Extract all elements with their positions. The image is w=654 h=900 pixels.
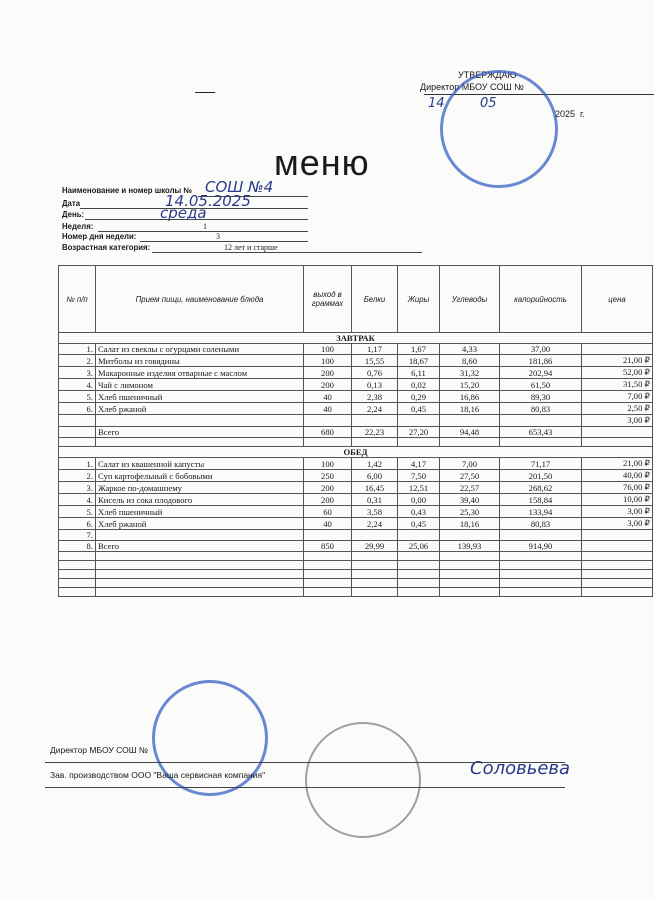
dish-price: [582, 344, 653, 355]
dish-protein: 3,58: [352, 506, 398, 518]
dish-carbs: 22,57: [440, 482, 500, 494]
dish-kcal: 202,94: [500, 367, 582, 379]
breakfast-total-kcal: 653,43: [500, 427, 582, 438]
dish-protein: 6,00: [352, 470, 398, 482]
dish-price: 40,00 ₽: [582, 470, 653, 482]
dish-name: Макаронные изделия отварные с маслом: [96, 367, 304, 379]
dish-protein: 2,24: [352, 403, 398, 415]
header-kcal: калорийность: [500, 266, 582, 333]
empty-cell: [440, 570, 500, 579]
header-weight: выход в граммах: [304, 266, 352, 333]
row-num: 4.: [59, 494, 96, 506]
approval-year: 2025: [555, 109, 576, 119]
approval-g: г.: [580, 109, 585, 119]
lunch-body: [59, 458, 653, 541]
daynum-label: Номер дня недели:: [62, 232, 137, 241]
row-num: 5.: [59, 391, 96, 403]
dish-carbs: 25,30: [440, 506, 500, 518]
header-fat: Жиры: [398, 266, 440, 333]
dish-kcal: 181,86: [500, 355, 582, 367]
date-line: [62, 199, 80, 208]
breakfast-total-label: Всего: [96, 427, 304, 438]
breakfast-total-row: [59, 427, 653, 438]
dish-kcal: 268,62: [500, 482, 582, 494]
dish-fat: 0,45: [398, 518, 440, 530]
empty-cell: [500, 588, 582, 597]
lunch-total-fat: 25,06: [398, 541, 440, 552]
table-row: [59, 494, 653, 506]
age-value: 12 лет и старше: [224, 243, 278, 252]
dish-protein: [352, 530, 398, 541]
empty-cell: [304, 588, 352, 597]
empty-row: [59, 561, 653, 570]
table-row: [59, 438, 653, 447]
dish-weight: 200: [304, 482, 352, 494]
empty-cell: [500, 579, 582, 588]
empty-cell: [352, 570, 398, 579]
section-row: [59, 447, 653, 458]
dish-name: Салат из свеклы с огурцами солеными: [96, 344, 304, 355]
dish-fat: 4,17: [398, 458, 440, 470]
table-row: [59, 518, 653, 530]
empty-row: [59, 552, 653, 561]
dish-weight: 40: [304, 391, 352, 403]
row-num: 6.: [59, 518, 96, 530]
empty-row: [59, 570, 653, 579]
dish-weight: 100: [304, 458, 352, 470]
dish-name: Жаркое по-домашнему: [96, 482, 304, 494]
dish-name: Хлеб ржаной: [96, 403, 304, 415]
dish-kcal: 80,83: [500, 403, 582, 415]
row-num: 2.: [59, 355, 96, 367]
row-num: 3.: [59, 482, 96, 494]
empty-cell: [304, 579, 352, 588]
table-row: [59, 530, 653, 541]
breakfast-extra-price: 3,00 ₽: [582, 415, 653, 427]
dish-name: Салат из квашенной капусты: [96, 458, 304, 470]
empty-cell: [398, 561, 440, 570]
dish-protein: 2,38: [352, 391, 398, 403]
row-num: 6.: [59, 403, 96, 415]
dish-fat: 6,11: [398, 367, 440, 379]
dish-kcal: 80,83: [500, 518, 582, 530]
empty-cell: [398, 570, 440, 579]
table-header-row: [59, 266, 653, 333]
empty-cell: [96, 561, 304, 570]
day-line: [62, 210, 84, 219]
empty-cell: [59, 552, 96, 561]
dish-fat: 7,50: [398, 470, 440, 482]
empty-cell: [398, 588, 440, 597]
table-row: [59, 367, 653, 379]
empty-cell: [59, 561, 96, 570]
dish-kcal: [500, 530, 582, 541]
approval-day: 14: [428, 96, 445, 111]
dish-protein: 1,42: [352, 458, 398, 470]
empty-cell: [96, 552, 304, 561]
dish-carbs: [440, 530, 500, 541]
dish-price: 31,50 ₽: [582, 379, 653, 391]
daynum-value: 3: [216, 232, 220, 241]
row-num: 5.: [59, 506, 96, 518]
empty-cell: [352, 579, 398, 588]
header-num: № п/п: [59, 266, 96, 333]
dish-name: Суп картофельный с бобовыми: [96, 470, 304, 482]
table-row: [59, 355, 653, 367]
lunch-total-carbs: 139,93: [440, 541, 500, 552]
empty-cell: [582, 579, 653, 588]
lunch-total-kcal: 914,90: [500, 541, 582, 552]
dish-weight: [304, 530, 352, 541]
week-value: 1: [203, 222, 207, 231]
empty-cell: [96, 579, 304, 588]
approval-title: УТВЕРЖДАЮ: [458, 70, 517, 80]
dish-protein: 0,13: [352, 379, 398, 391]
table-row: [59, 344, 653, 355]
table-row: [59, 391, 653, 403]
company-stamp: [305, 722, 421, 838]
dish-weight: 200: [304, 494, 352, 506]
dish-carbs: 4,33: [440, 344, 500, 355]
dish-protein: 0,31: [352, 494, 398, 506]
dish-name: Хлеб ржаной: [96, 518, 304, 530]
dish-kcal: 201,50: [500, 470, 582, 482]
empty-cell: [304, 561, 352, 570]
header-price: цена: [582, 266, 653, 333]
week-line: [62, 222, 93, 231]
empty-cell: [582, 570, 653, 579]
empty-cell: [440, 588, 500, 597]
empty-cell: [304, 552, 352, 561]
dish-kcal: 71,17: [500, 458, 582, 470]
dish-name: Хлеб пшеничный: [96, 391, 304, 403]
dish-protein: 1,17: [352, 344, 398, 355]
age-line: [62, 243, 150, 252]
age-label: Возрастная категория:: [62, 243, 151, 252]
dish-weight: 40: [304, 403, 352, 415]
breakfast-total-fat: 27,20: [398, 427, 440, 438]
production-signature-line: [45, 787, 565, 788]
dish-fat: 0,02: [398, 379, 440, 391]
dish-fat: [398, 530, 440, 541]
lunch-total-num: 8.: [59, 541, 96, 552]
school-label: Наименование и номер школы №: [62, 186, 193, 195]
dish-fat: 0,43: [398, 506, 440, 518]
header-protein: Белки: [352, 266, 398, 333]
director-signature-label: Директор МБОУ СОШ №: [50, 745, 148, 755]
dish-price: 2,50 ₽: [582, 403, 653, 415]
row-num: 3.: [59, 367, 96, 379]
lunch-total-weight: 850: [304, 541, 352, 552]
school-value: СОШ №4: [205, 178, 274, 196]
dish-price: 10,00 ₽: [582, 494, 653, 506]
empty-row: [59, 588, 653, 597]
day-label: День:: [62, 210, 85, 219]
dish-kcal: 89,30: [500, 391, 582, 403]
empty-cell: [500, 561, 582, 570]
lunch-total-row: [59, 541, 653, 552]
empty-cell: [59, 570, 96, 579]
dish-carbs: 18,16: [440, 403, 500, 415]
date-value: 14.05.2025: [165, 192, 251, 210]
dish-carbs: 18,16: [440, 518, 500, 530]
age-underline: [152, 252, 422, 253]
row-num: 4.: [59, 379, 96, 391]
dish-price: 3,00 ₽: [582, 506, 653, 518]
table-row: [59, 482, 653, 494]
day-value: среда: [160, 204, 207, 222]
dish-carbs: 7,00: [440, 458, 500, 470]
dish-fat: 18,67: [398, 355, 440, 367]
dish-protein: 0,76: [352, 367, 398, 379]
empty-cell: [582, 552, 653, 561]
breakfast-label: ЗАВТРАК: [59, 333, 653, 344]
menu-table: [58, 265, 653, 597]
production-signature-label: Зав. производством ООО "Ваша сервисная компания": [50, 770, 266, 780]
daynum-line: [62, 232, 136, 241]
dish-carbs: 15,20: [440, 379, 500, 391]
dish-name: Кисель из сока плодового: [96, 494, 304, 506]
empty-cell: [59, 588, 96, 597]
dish-carbs: 31,32: [440, 367, 500, 379]
dish-protein: 2,24: [352, 518, 398, 530]
dish-name: Митболы из говядины: [96, 355, 304, 367]
dish-weight: 40: [304, 518, 352, 530]
lunch-total-protein: 29,99: [352, 541, 398, 552]
handwritten-signature: Соловьева: [470, 758, 571, 779]
dish-kcal: 61,50: [500, 379, 582, 391]
dish-kcal: 133,94: [500, 506, 582, 518]
dish-fat: 12,51: [398, 482, 440, 494]
dish-weight: 100: [304, 344, 352, 355]
empty-cell: [440, 552, 500, 561]
row-num: 7.: [59, 530, 96, 541]
dish-price: 3,00 ₽: [582, 518, 653, 530]
dash-mark: [195, 92, 215, 93]
empty-cell: [96, 570, 304, 579]
week-label: Неделя:: [62, 222, 94, 231]
table-row: [59, 470, 653, 482]
dish-carbs: 8,60: [440, 355, 500, 367]
dish-protein: 15,55: [352, 355, 398, 367]
approval-month: 05: [480, 96, 497, 111]
empty-cell: [59, 579, 96, 588]
dish-carbs: 16,86: [440, 391, 500, 403]
dish-price: 52,00 ₽: [582, 367, 653, 379]
breakfast-body: [59, 344, 653, 415]
header-carbs: Углеводы: [440, 266, 500, 333]
empty-cell: [582, 561, 653, 570]
dish-price: 76,00 ₽: [582, 482, 653, 494]
dish-kcal: 37,00: [500, 344, 582, 355]
dish-carbs: 39,40: [440, 494, 500, 506]
section-row: [59, 333, 653, 344]
dish-fat: 0,00: [398, 494, 440, 506]
dish-name: [96, 530, 304, 541]
dish-name: Хлеб пшеничный: [96, 506, 304, 518]
breakfast-total-protein: 22,23: [352, 427, 398, 438]
dish-kcal: 158,84: [500, 494, 582, 506]
breakfast-total-carbs: 94,48: [440, 427, 500, 438]
empty-cell: [304, 570, 352, 579]
empty-cell: [352, 561, 398, 570]
dish-fat: 1,67: [398, 344, 440, 355]
empty-cell: [582, 588, 653, 597]
dish-price: 21,00 ₽: [582, 458, 653, 470]
table-row: [59, 506, 653, 518]
empty-cell: [500, 552, 582, 561]
dish-protein: 16,45: [352, 482, 398, 494]
empty-cell: [398, 579, 440, 588]
date-label: Дата: [62, 199, 81, 208]
empty-cell: [440, 579, 500, 588]
dish-weight: 200: [304, 379, 352, 391]
daynum-underline: [140, 241, 308, 242]
empty-row: [59, 579, 653, 588]
lunch-total-label: Всего: [96, 541, 304, 552]
dish-carbs: 27,50: [440, 470, 500, 482]
dish-fat: 0,45: [398, 403, 440, 415]
dish-weight: 100: [304, 355, 352, 367]
lunch-label: ОБЕД: [59, 447, 653, 458]
dish-price: 21,00 ₽: [582, 355, 653, 367]
row-num: 2.: [59, 470, 96, 482]
page-title: меню: [274, 142, 370, 183]
empty-cell: [352, 588, 398, 597]
table-row: [59, 403, 653, 415]
empty-rows: [59, 552, 653, 597]
row-num: 1.: [59, 344, 96, 355]
approval-director: Директор МБОУ СОШ №: [420, 82, 524, 92]
dish-fat: 0,29: [398, 391, 440, 403]
table-row: [59, 458, 653, 470]
header-name: Прием пищи, наименование блюда: [96, 266, 304, 333]
dish-price: 7,00 ₽: [582, 391, 653, 403]
empty-cell: [96, 588, 304, 597]
dish-price: [582, 530, 653, 541]
empty-cell: [500, 570, 582, 579]
empty-cell: [352, 552, 398, 561]
dish-weight: 200: [304, 367, 352, 379]
empty-cell: [398, 552, 440, 561]
dish-weight: 250: [304, 470, 352, 482]
table-row: [59, 415, 653, 427]
breakfast-total-weight: 680: [304, 427, 352, 438]
empty-cell: [440, 561, 500, 570]
table-row: [59, 379, 653, 391]
dish-name: Чай с лимоном: [96, 379, 304, 391]
row-num: 1.: [59, 458, 96, 470]
school-stamp: [440, 70, 558, 188]
dish-weight: 60: [304, 506, 352, 518]
